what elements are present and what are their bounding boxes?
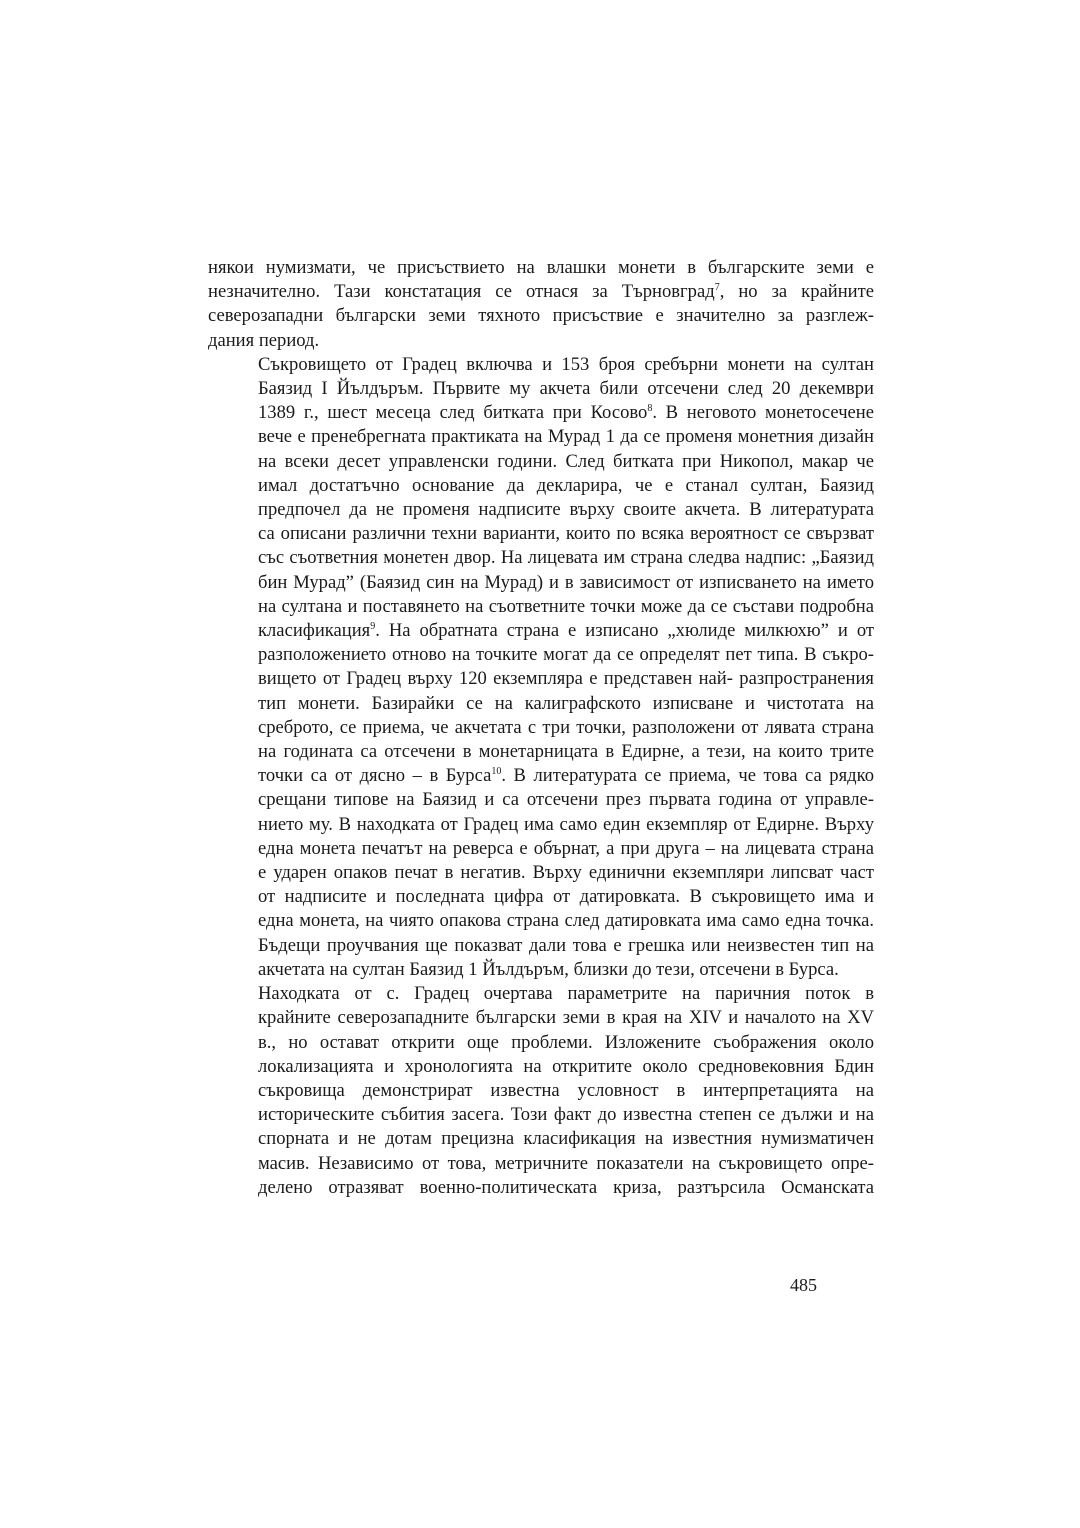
- text-line: на всеки десет управленски години. След битката при Никопол, макар че: [258, 450, 874, 472]
- text-line: срещани типове на Баязид и са отсечени през първата година от управле-: [258, 789, 874, 811]
- text-run: класификация: [258, 620, 371, 642]
- text-line: масив. Независимо от това, метричните показатели на съкровището опре-: [258, 1152, 874, 1174]
- text-line: крайните северозападните български земи в края на XIV и началото на XV: [258, 1007, 874, 1029]
- footnote-ref-10: 10: [491, 766, 502, 778]
- text-run: 1389 г., шест месеца след битката при Косово: [258, 402, 648, 424]
- text-line: разположението отново на точките могат да се определят пет типа. В съкро-: [258, 644, 874, 666]
- text-line: [208, 764, 874, 788]
- text-run: . В литературата се приема, че това са рядко: [501, 765, 874, 787]
- text-line: историческите събития засега. Този факт до известна степен се дължи и на: [258, 1104, 874, 1126]
- text-run: , но за крайните: [719, 281, 874, 303]
- text-line: със съответния монетен двор. На лицевата им страна следва надпис: „Баязид: [258, 547, 874, 569]
- text-line: нието му. В находката от Градец има само един екземпляр от Едирне. Върху: [258, 813, 874, 835]
- text-line: спорната и не дотам прецизна класификация на известния нумизматичен: [258, 1128, 874, 1150]
- text-line: локализацията и хронологията на откритите около средновековния Бдин: [258, 1055, 874, 1077]
- text-line: на годината са отсечени в монетарницата в Едирне, а тези, на които трите: [258, 741, 874, 763]
- text-line: е ударен опаков печат в негатив. Върху единични екземпляри липсват част: [258, 862, 874, 884]
- text-line: са описани различни техни варианти, които по всяка вероятност се свързват: [258, 523, 874, 545]
- footnote-ref-8: 8: [647, 403, 653, 415]
- footnote-ref-7: 7: [714, 282, 720, 294]
- paragraph: [208, 982, 874, 1200]
- text-line: вището от Градец върху 120 екземпляра е представен най- разпространения: [258, 668, 874, 690]
- text-line: Баязид I Йълдъръм. Първите му акчета били отсечени след 20 декември: [258, 378, 874, 400]
- text-line: една монета, на чиято опакова страна след датировката има само една точка.: [258, 910, 874, 932]
- text-line: дания период.: [208, 329, 320, 351]
- text-line: в., но остават открити още проблеми. Изложените съображения около: [258, 1031, 874, 1053]
- text-line: Бъдещи проучвания ще показват дали това е грешка или неизвестен тип на: [258, 934, 874, 956]
- text-line: северозападни български земи тяхното присъствие е значително за разглеж-: [208, 305, 874, 327]
- text-run: . На обратната страна е изписано „хюлиде милкюхю” и от: [375, 620, 874, 642]
- text-line: акчетата на султан Баязид 1 Йълдъръм, близки до тези, отсечени в Бурса.: [258, 958, 839, 980]
- text-line: Находката от с. Градец очертава параметрите на паричния поток в: [258, 983, 874, 1005]
- text-line: една монета печатът на реверса е обърнат, а при друга – на лицевата страна: [258, 837, 874, 859]
- body-text: [208, 256, 874, 1200]
- text-line: предпочел да не променя надписите върху своите акчета. В литературата: [258, 499, 874, 521]
- text-line: [208, 401, 874, 425]
- text-line: вече е пренебрегната практиката на Мурад 1 да се променя монетния дизайн: [258, 426, 874, 448]
- paragraph: [208, 256, 874, 353]
- text-run: . В неговото монетосечене: [652, 402, 874, 424]
- text-line: [208, 280, 874, 304]
- text-line: някои нумизмати, че присъствието на влашки монети в българските земи е: [208, 257, 874, 278]
- paragraph: [208, 353, 874, 982]
- text-line: тип монети. Базирайки се на калиграфското изписване и чистотата на: [258, 692, 874, 714]
- text-run: точки са от дясно – в Бурса: [258, 765, 492, 787]
- text-line: от надписите и последната цифра от датировката. В съкровището има и: [258, 886, 874, 908]
- text-line: на султана и поставянето на съответните точки може да се състави подробна: [258, 595, 874, 617]
- text-line: съкровища демонстрират известна условност в интерпретацията на: [258, 1079, 874, 1101]
- text-line: делено отразяват военно-политическата криза, разтърсила Османската: [258, 1176, 874, 1198]
- text-line: имал достатъчно основание да декларира, че е станал султан, Баязид: [258, 474, 874, 496]
- text-line: бин Мурад” (Баязид син на Мурад) и в зависимост от изписването на името: [258, 571, 874, 593]
- text-line: среброто, се приема, че акчетата с три точки, разположени от лявата страна: [258, 716, 874, 738]
- page-number: 485: [790, 1275, 817, 1295]
- text-run: незначително. Тази констатация се отнася за Търновград: [208, 281, 715, 303]
- footnote-ref-9: 9: [370, 620, 376, 632]
- text-line: Съкровището от Градец включва и 153 броя сребърни монети на султан: [258, 353, 874, 375]
- text-line: [208, 619, 874, 643]
